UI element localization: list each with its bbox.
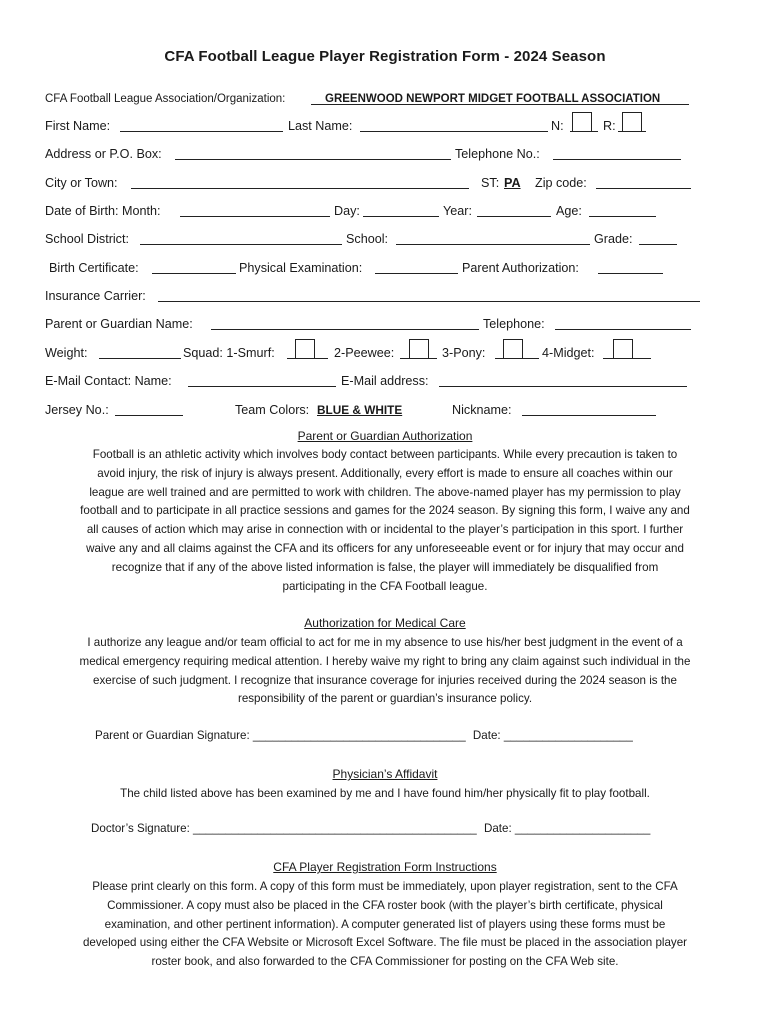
jersey-label: Jersey No.:: [45, 403, 109, 417]
parent-signature-field[interactable]: Parent or Guardian Signature: _________________________________: [95, 729, 466, 742]
weight-field[interactable]: [99, 344, 181, 359]
school-field[interactable]: [396, 230, 590, 245]
telephone-no-field[interactable]: [553, 145, 681, 160]
smurf-checkbox[interactable]: [295, 339, 315, 359]
pony-label: 3-Pony:: [442, 346, 486, 360]
parent-auth-label: Parent Authorization:: [462, 261, 579, 275]
instructions-paragraph: [40, 878, 730, 972]
parent-name-row: [45, 315, 730, 335]
insurance-field[interactable]: [158, 287, 700, 302]
midget-label: 4-Midget:: [542, 346, 595, 360]
email-address-field[interactable]: [439, 372, 687, 387]
doctor-signature-row: [91, 822, 650, 835]
parent-signature-row: [95, 729, 633, 742]
org-value: GREENWOOD NEWPORT MIDGET FOOTBALL ASSOCIATION: [325, 93, 661, 105]
parent-name-field[interactable]: [211, 315, 479, 330]
instructions-line: roster book, and also forwarded to the CFA Commissioner for posting on the CFA Web site.: [151, 955, 619, 969]
weight-squad-row: [45, 344, 730, 364]
parent-auth-title: Parent or Guardian Authorization: [297, 429, 473, 443]
medical-paragraph: [40, 634, 730, 709]
address-label: Address or P.O. Box:: [45, 147, 162, 161]
day-label: Day:: [334, 204, 360, 218]
org-label: CFA Football League Association/Organization:: [45, 93, 286, 105]
age-field[interactable]: [589, 202, 656, 217]
form-title: CFA Football League Player Registration Form - 2024 Season: [164, 48, 606, 65]
state-value: PA: [504, 176, 521, 190]
physical-label: Physical Examination:: [239, 261, 363, 275]
medical-line: I authorize any league and/or team official to act for me in my absence to use his/her best judgment in the event of a: [87, 636, 683, 649]
city-row: [45, 174, 730, 194]
day-field[interactable]: [363, 202, 439, 217]
instructions-title: CFA Player Registration Form Instructions: [273, 860, 497, 874]
parent-auth-paragraph: [40, 446, 730, 596]
squad-smurf-label: Squad: 1-Smurf:: [183, 346, 275, 360]
parent-auth-line: recognize that if any of the above listed information is false, the player will immediately be disqualified from: [111, 560, 659, 574]
medical-line: responsibility of the parent or guardian’s insurance policy.: [237, 692, 533, 706]
instructions-line: Commissioner. A copy must also be placed in the CFA roster book (with the player’s birth certificate, physical: [107, 898, 663, 912]
midget-checkbox[interactable]: [613, 339, 633, 359]
parent-auth-line: waive any and all claims against the CFA and its officers for any unforeseeable event or for injury that may occur and: [86, 541, 684, 555]
parent-name-label: Parent or Guardian Name:: [45, 317, 193, 331]
jersey-field[interactable]: [115, 401, 183, 416]
peewee-label: 2-Peewee:: [334, 346, 395, 360]
instructions-line: developed using either the CFA Website or Microsoft Excel Software. The file must be placed in the association player: [82, 936, 688, 950]
name-row: [45, 117, 730, 137]
insurance-label: Insurance Carrier:: [45, 289, 146, 303]
last-name-field[interactable]: [360, 117, 548, 132]
insurance-row: [45, 287, 730, 307]
parent-auth-line: league are well trained and are permitted to work with children. The above-named player has my permission to play: [89, 485, 681, 499]
n-label: N:: [551, 119, 564, 133]
school-row: [45, 230, 730, 250]
parent-auth-line: all causes of action which may arise in connection with or incidental to the player’s participation in this sport. I further: [86, 523, 684, 537]
birth-cert-field[interactable]: [152, 259, 236, 274]
parent-signature-date[interactable]: Date: ____________________: [472, 729, 633, 742]
state-label: ST:: [481, 176, 500, 190]
medical-line: medical emergency requiring medical attention. I hereby waive my right to bring any claim against such individual in the: [79, 654, 691, 668]
weight-label: Weight:: [45, 346, 88, 360]
first-name-field[interactable]: [120, 117, 283, 132]
peewee-checkbox[interactable]: [409, 339, 429, 359]
parent-auth-line: avoid injury, the risk of injury is always present. Additionally, every effort is made to ensure all coaches within our: [97, 466, 673, 480]
email-row: [45, 372, 730, 392]
year-label: Year:: [443, 204, 472, 218]
email-contact-field[interactable]: [188, 372, 336, 387]
zip-label: Zip code:: [535, 176, 587, 190]
physician-title: Physician’s Affidavit: [332, 767, 438, 781]
r-checkbox[interactable]: [622, 112, 642, 132]
team-colors-label: Team Colors:: [235, 403, 310, 417]
age-label: Age:: [556, 204, 582, 218]
birth-cert-label: Birth Certificate:: [49, 261, 139, 275]
jersey-row: [45, 401, 730, 421]
grade-field[interactable]: [639, 230, 677, 245]
instructions-line: Please print clearly on this form. A copy of this form must be immediately, upon player registration, sent to the CFA: [92, 880, 678, 893]
parent-auth-field[interactable]: [598, 259, 663, 274]
dob-month-label: Date of Birth: Month:: [45, 204, 161, 218]
year-field[interactable]: [477, 202, 551, 217]
n-checkbox[interactable]: [572, 112, 592, 132]
doctor-signature-date[interactable]: Date: _____________________: [483, 822, 651, 835]
team-colors-value: BLUE & WHITE: [317, 403, 403, 417]
last-name-label: Last Name:: [288, 119, 353, 133]
medical-line: exercise of such judgment. I recognize that insurance coverage for injuries received during the 2024 season is the: [93, 673, 677, 687]
zip-field[interactable]: [596, 174, 691, 189]
doctor-signature-field[interactable]: Doctor’s Signature: ____________________________________________: [91, 822, 477, 835]
telephone-no-label: Telephone No.:: [455, 147, 540, 161]
school-district-field[interactable]: [140, 230, 342, 245]
parent-auth-line: Football is an athletic activity which involves body contact between participants. While every precaution is taken to: [92, 448, 678, 461]
school-district-label: School District:: [45, 232, 129, 246]
physician-text: The child listed above has been examined by me and I have found him/her physically fit to play football.: [120, 787, 650, 800]
nickname-label: Nickname:: [452, 403, 512, 417]
email-address-label: E-Mail address:: [341, 374, 429, 388]
city-field[interactable]: [131, 174, 469, 189]
r-label: R:: [603, 119, 616, 133]
org-row: [45, 90, 730, 110]
address-field[interactable]: [175, 145, 451, 160]
physical-field[interactable]: [375, 259, 458, 274]
dob-row: [45, 202, 730, 222]
email-contact-label: E-Mail Contact: Name:: [45, 374, 172, 388]
documents-row: [45, 259, 730, 279]
nickname-field[interactable]: [522, 401, 656, 416]
address-row: [45, 145, 730, 165]
medical-title: Authorization for Medical Care: [304, 616, 466, 630]
telephone-label: Telephone:: [483, 317, 545, 331]
dob-month-field[interactable]: [180, 202, 330, 217]
school-label: School:: [346, 232, 389, 246]
pony-checkbox[interactable]: [503, 339, 523, 359]
telephone-field[interactable]: [555, 315, 691, 330]
grade-label: Grade:: [594, 232, 633, 246]
parent-auth-line: football and to participate in all practice sessions and games for the 2024 season. By signing this form, I waive any and: [80, 504, 690, 518]
parent-auth-line: participating in the CFA Football league.: [282, 579, 488, 593]
first-name-label: First Name:: [45, 119, 111, 133]
instructions-line: examination, and other pertinent information). A computer generated list of players using these forms must be: [104, 917, 666, 931]
city-label: City or Town:: [45, 176, 118, 190]
